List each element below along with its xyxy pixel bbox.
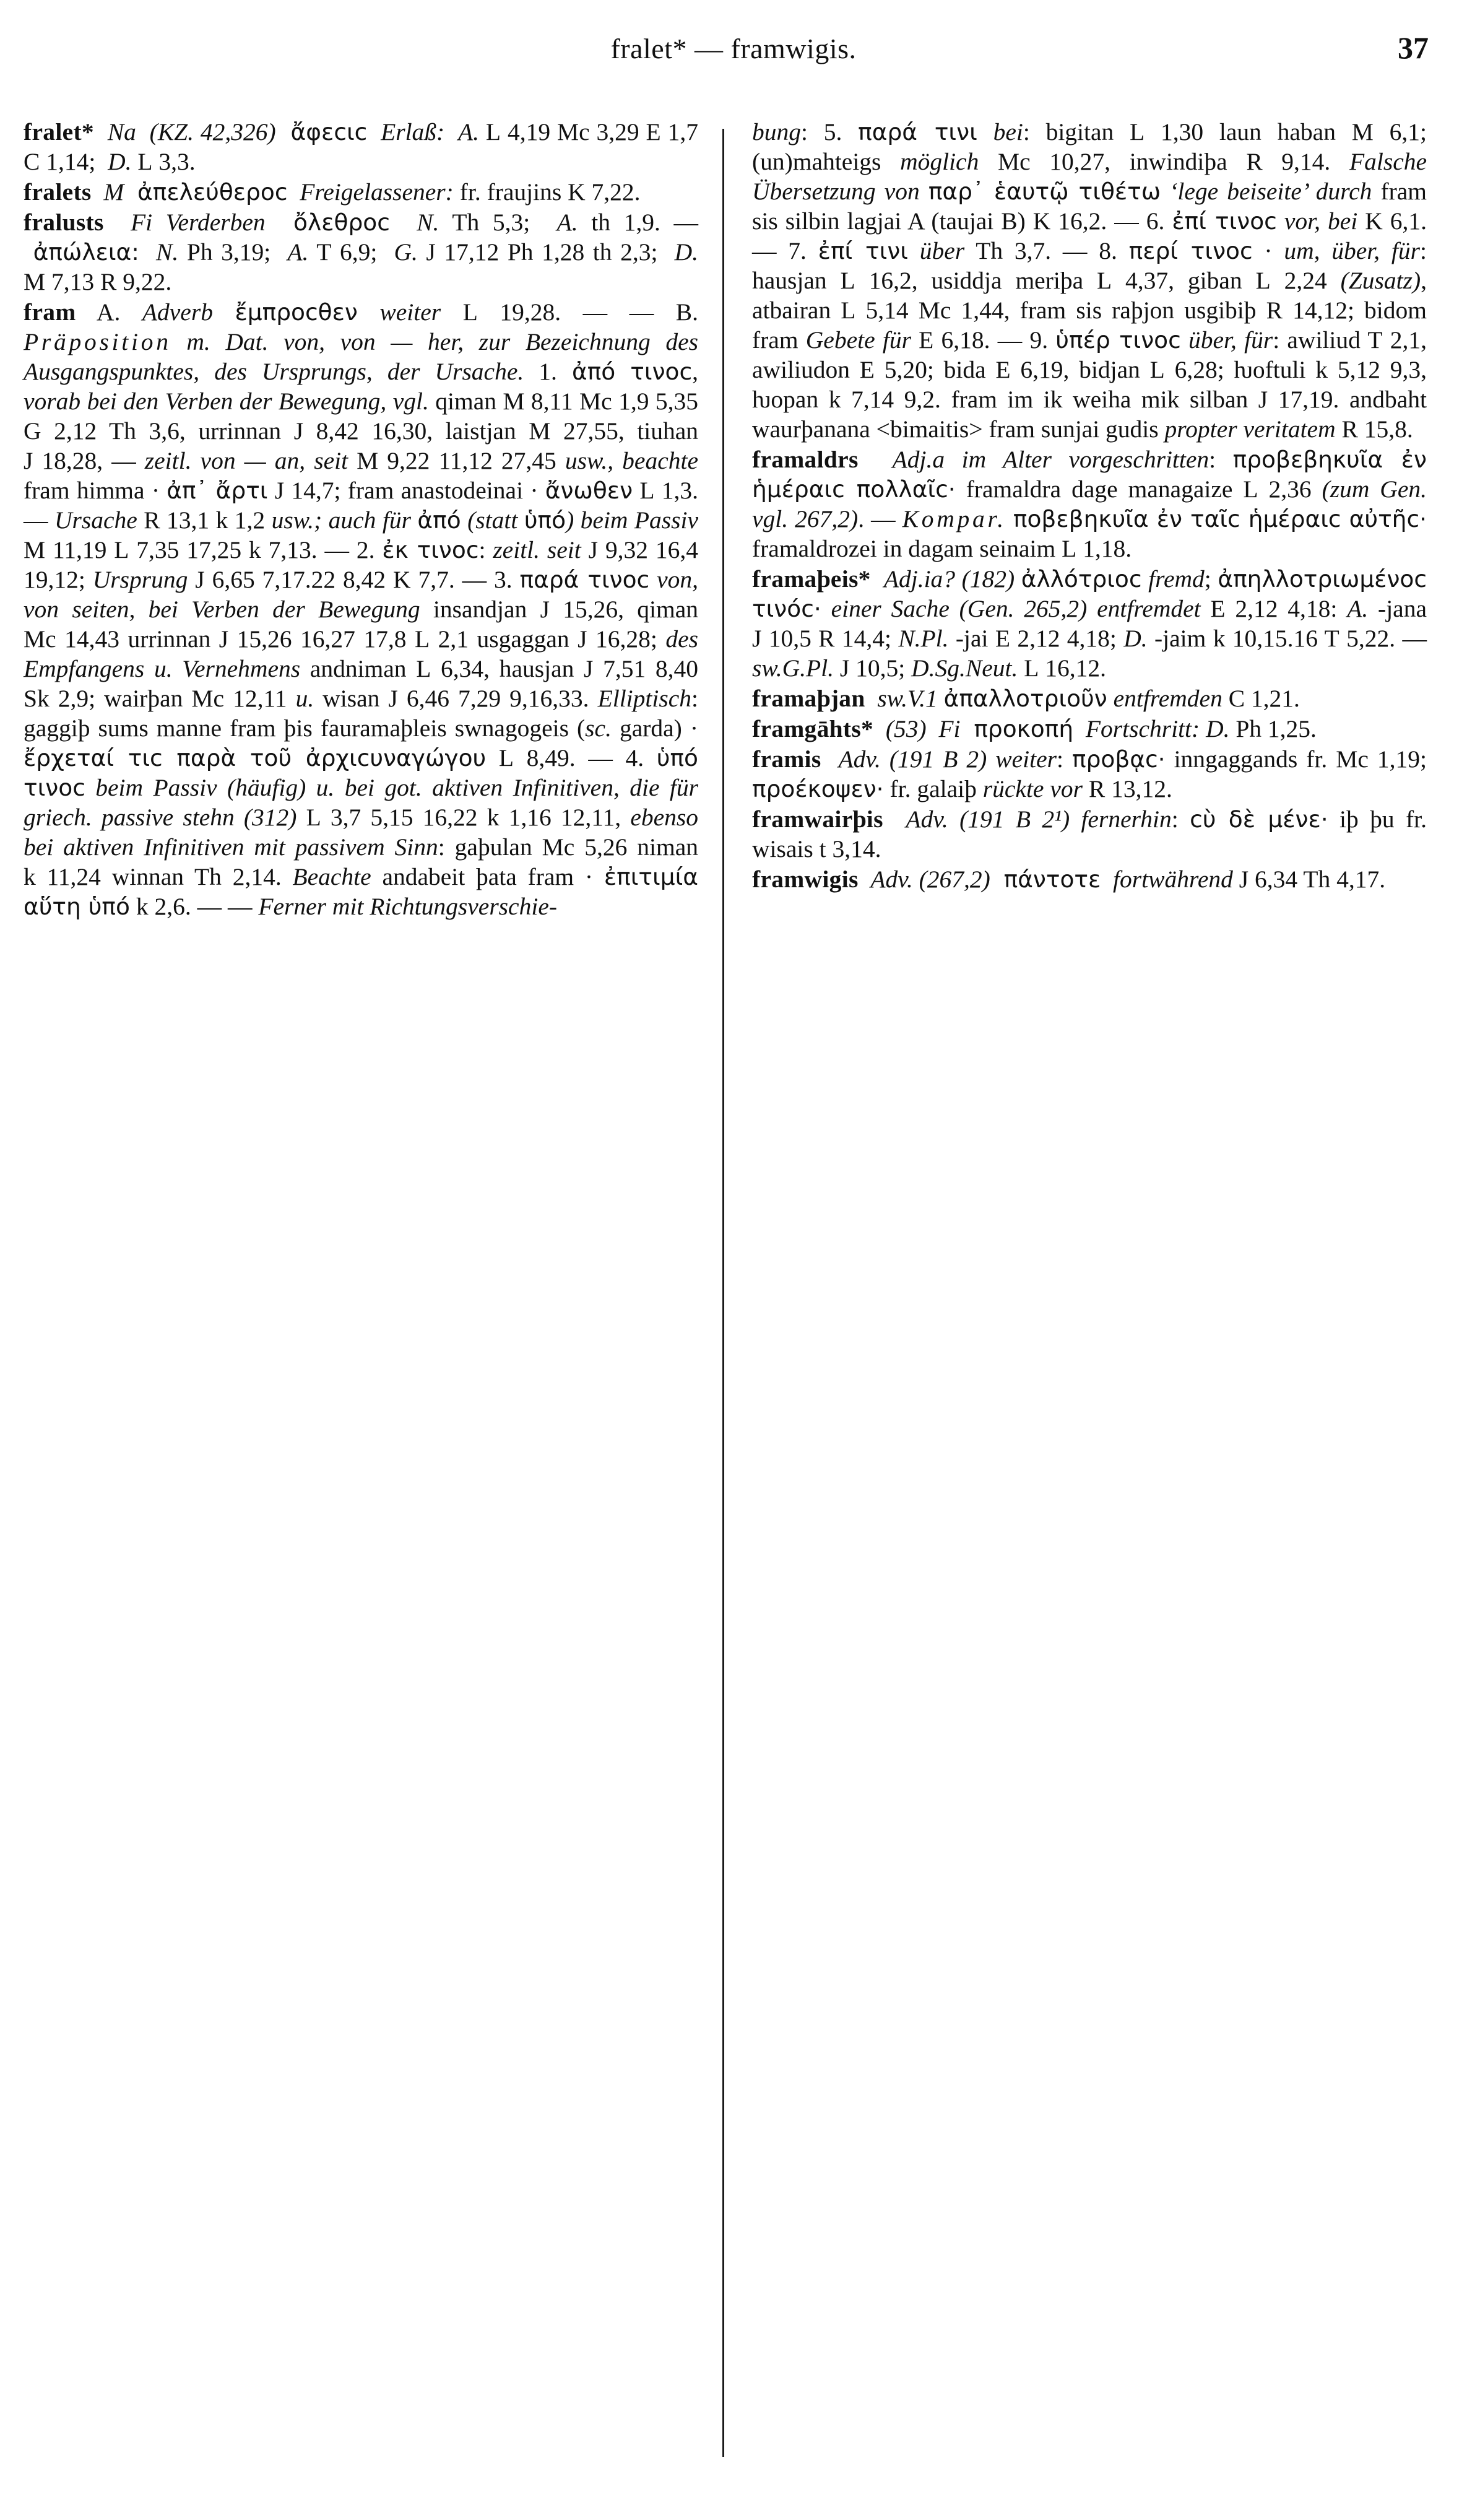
headword-framis: framis bbox=[752, 745, 821, 773]
entry-fram bbox=[24, 298, 698, 922]
entry-framaldrs bbox=[752, 445, 1427, 564]
entry-framis bbox=[752, 745, 1427, 804]
entry-framathjan bbox=[752, 684, 1427, 714]
entry-body-fralet: Na (KZ. 42,326) ἄφεcιc Erlaß: A. L 4,19 Mc 3,29 E 1,7 C 1,14; D. L 3,3. bbox=[24, 118, 698, 175]
headword-framathjan: framaþjan bbox=[752, 684, 865, 712]
headword-framwairthis: framwairþis bbox=[752, 805, 883, 833]
left-column bbox=[24, 118, 698, 923]
entry-framwigis bbox=[752, 865, 1427, 895]
entry-body-fralusts: Fi Verderben ὄλεθροc N. Th 5,3; A. th 1,9. — ἀπώλεια: N. Ph 3,19; A. T 6,9; G. J 17,12 Ph 1,28 th 2,3; D. M 7,13 R 9,22. bbox=[24, 208, 699, 295]
entry-fram-continued bbox=[752, 118, 1427, 445]
headword-fralet: fralet* bbox=[24, 118, 94, 146]
entry-fralets bbox=[24, 178, 698, 207]
entry-body-framathjan: sw.V.1 ἀπαλλοτριοῦν entfremden C 1,21. bbox=[871, 684, 1300, 712]
page-number: 37 bbox=[1398, 30, 1429, 65]
headword-framaldrs: framaldrs bbox=[752, 445, 859, 473]
entry-body-framwairthis: Adv. (191 B 2¹) fernerhin: cὺ δὲ μένε· iþ þu fr. wisais t 3,14. bbox=[752, 805, 1427, 862]
headword-framatheis: framaþeis* bbox=[752, 565, 871, 593]
entry-framwairthis bbox=[752, 805, 1427, 864]
entry-body-framatheis: Adj.ia? (182) ἀλλότριοc fremd; ἀπηλλοτριωμένοc τινόc· einer Sache (Gen. 265,2) entfremdet E 2,12 4,18: A. -jana J 10,5 R 14,4; N.Pl. -jai E 2,12 4,18; D. -jaim k 10,15.16 T 5,22. — sw.G.Pl. J 10,5; D.Sg.Neut. L 16,12. bbox=[752, 565, 1427, 682]
headword-fralets: fralets bbox=[24, 178, 92, 206]
headword-framgahts: framgāhts* bbox=[752, 715, 874, 742]
entry-body-fram-continued: bung: 5. παρά τινι bei: bigitan L 1,30 laun haban M 6,1; (un)mahteigs möglich Mc 10,27, inwindiþa R 9,14. Falsche Übersetzung von παρ᾽ ἑαυτῷ τιθέτω ‘lege beiseite’ durch fram sis silbin lagjai A (taujai B) K 16,2. — 6. ἐπί τινοc vor, bei K 6,1. — 7. ἐπί τινι über Th 3,7. — 8. περί τινοc · um, über, für: hausjan L 16,2, usiddja meriþa L 4,37, giban L 2,24 (Zusatz), atbairan L 5,14 Mc 1,44, fram sis raþjon usgibiþ R 14,12; bidom fram Gebete für E 6,18. — 9. ὑπέρ τινοc über, für: awiliud T 2,1, awiliudon E 5,20; bida E 6,19, bidjan L 6,28; ƕoftuli k 5,12 9,3, ƕopan k 7,14 9,2. fram im ik weiha mik silban J 17,19. andbaht waurþanana <bimaitis> fram sunjai gudis propter veritatem R 15,8. bbox=[752, 118, 1427, 443]
headword-framwigis: framwigis bbox=[752, 865, 859, 893]
headword-fram: fram bbox=[24, 298, 76, 326]
entry-fralet bbox=[24, 118, 698, 177]
page-header bbox=[0, 32, 1467, 76]
entry-body-fralets: M ἀπελεύθεροc Freigelassener: fr. fraujins K 7,22. bbox=[97, 178, 641, 206]
page-columns bbox=[0, 118, 1467, 2501]
entry-framgahts bbox=[752, 715, 1427, 744]
entry-body-framis: Adv. (191 B 2) weiter: προβᾳc· inngaggands fr. Mc 1,19; προέκοψεν· fr. galaiþ rückte vor R 13,12. bbox=[752, 745, 1427, 802]
entry-fralusts bbox=[24, 208, 698, 297]
entry-body-framwigis: Adv. (267,2) πάντοτε fortwährend J 6,34 Th 4,17. bbox=[864, 865, 1386, 893]
entry-body-framaldrs: Adj.a im Alter vorgeschritten: προβεβηκυῖα ἐν ἡμέραιc πολλαῖc· framaldra dage managaize L 2,36 (zum Gen. vgl. 267,2). — Kompar. ποβεβηκυῖα ἐν ταῖc ἡμέραιc αὐτῆc· framaldrozei in dagam seinaim L 1,18. bbox=[752, 445, 1427, 562]
entry-body-fram: A. Adverb ἔμπροcθεν weiter L 19,28. — — B. Präposition m. Dat. von, von — her, zur Bezeichnung des Ausgangspunktes, des Ursprungs, der Ursache. 1. ἀπό τινοc, vorab bei den Verben der Bewegung, vgl. qiman M 8,11 Mc 1,9 5,35 G 2,12 Th 3,6, urrinnan J 8,42 16,30, laistjan M 27,55, tiuhan J 18,28, — zeitl. von — an, seit M 9,22 11,12 27,45 usw., beachte fram himma · ἀπ᾽ ἄρτι J 14,7; fram anastodeinai · ἄνωθεν L 1,3. — Ursache R 13,1 k 1,2 usw.; auch für ἀπό (statt ὑπό) beim Passiv M 11,19 L 7,35 17,25 k 7,13. — 2. ἐκ τινοc: zeitl. seit J 9,32 16,4 19,12; Ursprung J 6,65 7,17.22 8,42 K 7,7. — 3. παρά τινοc von, von seiten, bei Verben der Bewegung insandjan J 15,26, qiman Mc 14,43 urrinnan J 15,26 16,27 17,8 L 2,1 usgaggan J 16,28; des Empfangens u. Vernehmens andniman L 6,34, hausjan J 7,51 8,40 Sk 2,9; wairþan Mc 12,11 u. wisan J 6,46 7,29 9,16,33. Elliptisch: gaggiþ sums manne fram þis fauramaþleis swnagogeis (sc. garda) · ἔρχεταί τιc παρὰ τοῦ ἀρχιcυναγώγου L 8,49. — 4. ὑπό τινοc beim Passiv (häufig) u. bei got. aktiven Infinitiven, die für griech. passive stehn (312) L 3,7 5,15 16,22 k 1,16 12,11, ebenso bei aktiven Infinitiven mit passivem Sinn: gaþulan Mc 5,26 niman k 11,24 winnan Th 2,14. Beachte andabeit þata fram · ἐπιτιμία αὕτη ὑπό k 2,6. — — Ferner mit Richtungsverschie- bbox=[24, 298, 699, 920]
entry-body-framgahts: (53) Fi προκοπή Fortschritt: D. Ph 1,25. bbox=[879, 715, 1317, 742]
headword-fralusts: fralusts bbox=[24, 208, 104, 236]
running-title: fralet* — framwigis. bbox=[610, 33, 857, 64]
column-divider bbox=[722, 129, 724, 2457]
entry-framatheis bbox=[752, 565, 1427, 684]
right-column bbox=[752, 118, 1427, 895]
